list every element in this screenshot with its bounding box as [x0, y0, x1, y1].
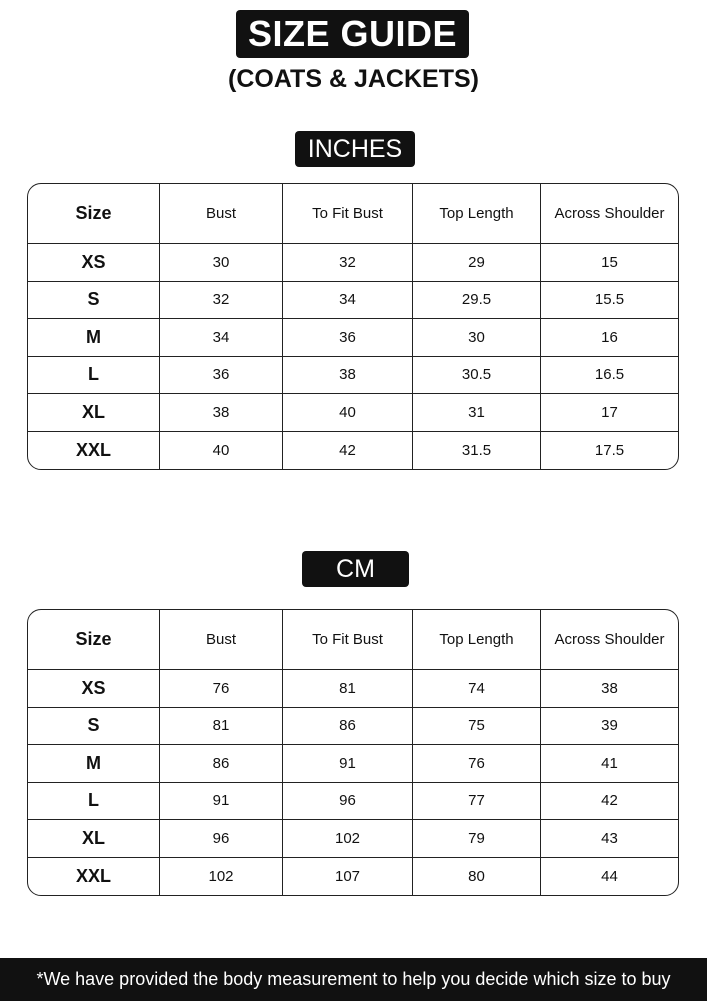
top-length-cell: 31.5 — [413, 432, 541, 470]
to-fit-bust-cell: 91 — [283, 745, 413, 782]
table-row — [28, 783, 678, 821]
across-shoulder-cell: 16 — [601, 328, 618, 346]
to-fit-bust-cell: 107 — [283, 858, 413, 896]
top-length-cell: 77 — [413, 783, 541, 820]
across-shoulder-cell: 17.5 — [594, 441, 625, 459]
top-length-cell: 75 — [413, 708, 541, 745]
table-row — [28, 858, 678, 896]
bust-cell: 102 — [160, 858, 283, 896]
top-length-cell: 29 — [413, 244, 541, 281]
table-row — [28, 432, 678, 470]
top-length-cell: 30 — [413, 319, 541, 356]
size-cell: L — [28, 357, 160, 394]
header-cell-to-fit-bust: To Fit Bust — [283, 610, 413, 669]
top-length-cell: 79 — [413, 820, 541, 857]
top-length-cell: 30.5 — [413, 357, 541, 394]
header-cell-size: Size — [28, 610, 160, 669]
footer-note: *We have provided the body measurement to help you decide which size to buy — [0, 958, 707, 1001]
header-cell-across-shoulder: Across Shoulder — [554, 631, 665, 648]
bust-cell: 76 — [160, 670, 283, 707]
to-fit-bust-cell: 42 — [283, 432, 413, 470]
bust-cell: 91 — [160, 783, 283, 820]
table-row — [28, 670, 678, 708]
across-shoulder-cell: 16.5 — [594, 366, 625, 384]
size-cell: L — [28, 783, 160, 820]
bust-cell: 30 — [160, 244, 283, 281]
across-shoulder-cell: 15 — [601, 253, 618, 271]
to-fit-bust-cell: 96 — [283, 783, 413, 820]
size-cell: M — [28, 319, 160, 356]
table-row — [28, 282, 678, 320]
to-fit-bust-cell: 38 — [283, 357, 413, 394]
page-title: SIZE GUIDE — [236, 10, 469, 58]
to-fit-bust-cell: 34 — [283, 282, 413, 319]
size-cell: M — [28, 745, 160, 782]
size-cell: XL — [28, 820, 160, 857]
table-row — [28, 357, 678, 395]
to-fit-bust-cell: 32 — [283, 244, 413, 281]
cm-section-label: CM — [302, 551, 409, 587]
size-cell: XS — [28, 670, 160, 707]
across-shoulder-cell: 38 — [601, 679, 618, 697]
to-fit-bust-cell: 36 — [283, 319, 413, 356]
page-subtitle: (COATS & JACKETS) — [228, 65, 479, 93]
size-cell: XXL — [28, 432, 160, 470]
across-shoulder-cell: 41 — [601, 754, 618, 772]
bust-cell: 36 — [160, 357, 283, 394]
bust-cell: 32 — [160, 282, 283, 319]
bust-cell: 96 — [160, 820, 283, 857]
header-cell-across-shoulder: Across Shoulder — [554, 205, 665, 222]
size-cell: S — [28, 282, 160, 319]
table-row — [28, 319, 678, 357]
top-length-cell: 31 — [413, 394, 541, 431]
table-row — [28, 820, 678, 858]
top-length-cell: 29.5 — [413, 282, 541, 319]
inches-section-label: INCHES — [295, 131, 415, 167]
size-cell: XL — [28, 394, 160, 431]
to-fit-bust-cell: 86 — [283, 708, 413, 745]
across-shoulder-cell: 39 — [601, 717, 618, 735]
top-length-cell: 74 — [413, 670, 541, 707]
table-row — [28, 745, 678, 783]
table-header-row — [28, 610, 678, 670]
size-cell: XS — [28, 244, 160, 281]
bust-cell: 38 — [160, 394, 283, 431]
table-row — [28, 708, 678, 746]
table-header-row — [28, 184, 678, 244]
across-shoulder-cell: 43 — [601, 829, 618, 847]
cm-size-table — [27, 609, 679, 896]
top-length-cell: 80 — [413, 858, 541, 896]
header-cell-bust: Bust — [160, 184, 283, 243]
across-shoulder-cell: 17 — [601, 403, 618, 421]
table-row — [28, 244, 678, 282]
to-fit-bust-cell: 102 — [283, 820, 413, 857]
top-length-cell: 76 — [413, 745, 541, 782]
size-cell: XXL — [28, 858, 160, 896]
bust-cell: 40 — [160, 432, 283, 470]
header-cell-top-length: Top Length — [413, 610, 541, 669]
header-cell-size: Size — [28, 184, 160, 243]
bust-cell: 34 — [160, 319, 283, 356]
bust-cell: 81 — [160, 708, 283, 745]
table-row — [28, 394, 678, 432]
across-shoulder-cell: 15.5 — [594, 291, 625, 309]
header-cell-to-fit-bust: To Fit Bust — [283, 184, 413, 243]
to-fit-bust-cell: 81 — [283, 670, 413, 707]
bust-cell: 86 — [160, 745, 283, 782]
size-cell: S — [28, 708, 160, 745]
across-shoulder-cell: 42 — [601, 792, 618, 810]
inches-size-table — [27, 183, 679, 470]
header-cell-bust: Bust — [160, 610, 283, 669]
to-fit-bust-cell: 40 — [283, 394, 413, 431]
across-shoulder-cell: 44 — [601, 867, 618, 885]
header-cell-top-length: Top Length — [413, 184, 541, 243]
